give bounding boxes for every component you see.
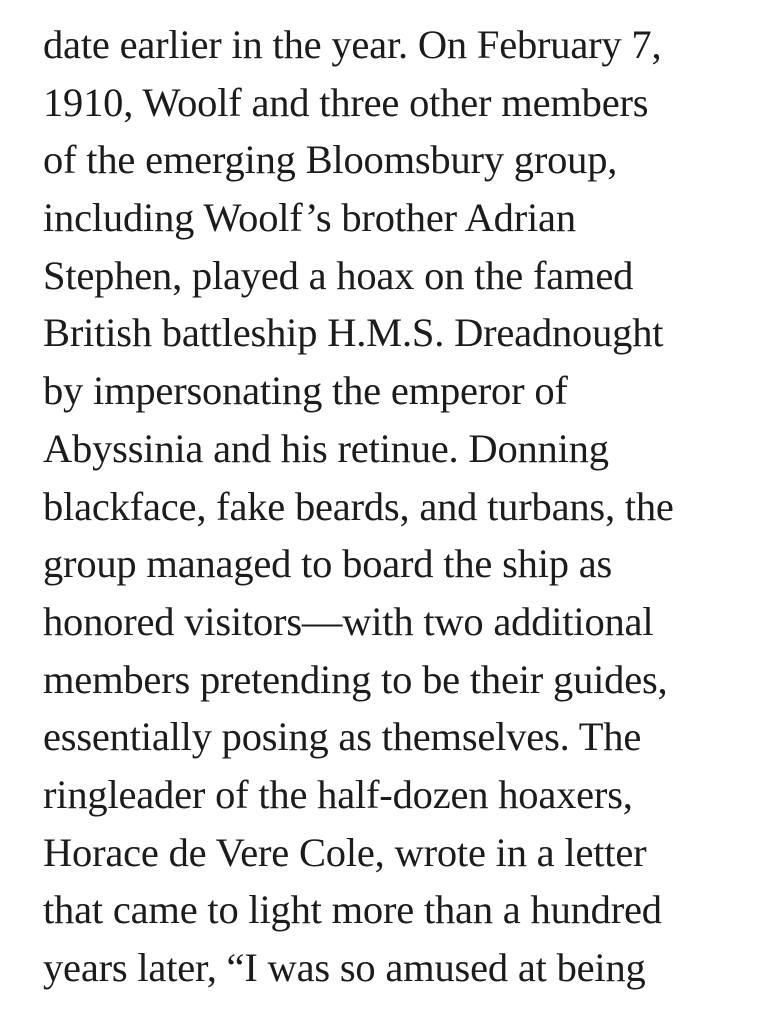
text-line: essentially posing as themselves. The [43,714,642,760]
text-line: blackface, fake beards, and turbans, the [43,483,674,529]
text-line: British battleship H.M.S. Dreadnought [43,310,664,356]
text-line: members pretending to be their guides, [43,656,668,702]
text-line: Stephen, played a hoax on the famed [43,252,634,298]
text-line: honored visitors—with two additional [43,598,654,644]
text-line: that came to light more than a hundred [43,887,662,933]
text-line: years later, “I was so amused at being [43,945,646,990]
text-line: 1910, Woolf and three other members [43,79,649,125]
text-line: Abyssinia and his retinue. Donning [43,425,609,471]
text-line: date earlier in the year. On February 7, [43,22,662,67]
text-line: by impersonating the emperor of [43,368,568,414]
text-line: Horace de Vere Cole, wrote in a letter [43,829,647,875]
text-line: of the emerging Bloomsbury group, [43,137,618,183]
text-line: group managed to board the ship as [43,541,613,587]
text-line: including Woolf’s brother Adrian [43,195,576,241]
article-body-text [43,0,743,997]
text-line: ringleader of the half-dozen hoaxers, [43,771,633,817]
